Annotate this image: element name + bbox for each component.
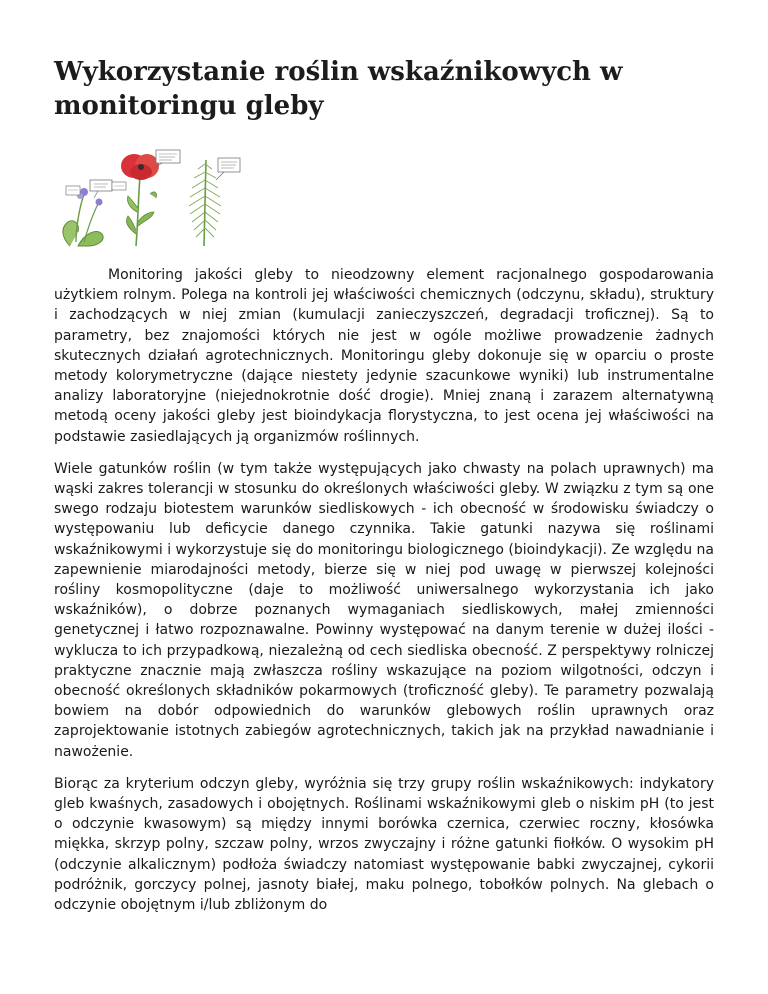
document-title: Wykorzystanie roślin wskaźnikowych w monitoringu gleby xyxy=(54,57,623,121)
horsetail-plant-icon xyxy=(189,158,240,246)
paragraph: Biorąc za kryterium odczyn gleby, wyróżnia się trzy grupy roślin wskaźnikowych: indykatory gleb kwaśnych, zasadowych i obojętnych. Roślinami wskaźnikowymi gleb o niskim pH (to jest o odczynie kwasowym) są między innymi borówka czernica, czerwiec roczny, kłosówka miękka, skrzyp polny, szczaw polny, wrzos zwyczajny i różne gatunki fiołków. O wysokim pH (odczynie alkalicznym) podłoża świadczy natomiast występowanie babki zwyczajnej, cykorii podróżnik, gorczycy polnej, jasnoty białej, maku polnego, tobołków polnych. Na glebach o odczynie obojętnym i/lub zbliżonym do xyxy=(54,775,714,914)
document-page xyxy=(54,0,714,915)
paragraph: Wiele gatunków roślin (w tym także występujących jako chwasty na polach uprawnych) ma wąski zakres tolerancji w stosunku do określonych właściwości gleby. W związku z tym są one swego rodzaju biotestem warunków siedliskowych - ich obecność w środowisku świadczy o występowaniu lub deficycie danego czynnika. Takie gatunki nazywa się roślinami wskaźnikowymi i wykorzystuje się do monitoringu biologicznego (bioindykacji). Ze względu na zapewnienie miarodajności metody, bierze się w niej pod uwagę w pierwszej kolejności rośliny kosmopolityczne (daje to możliwość uniwersalnego wykorzystania ich jako wskaźników), o dobrze poznanych wymaganiach siedliskowych, małej zmienności genetycznej i łatwo rozpoznawalne. Powinny występować na danym terenie w dużej ilości - wyklucza to ich przypadkową, niezależną od cech siedliska obecność. Z perspektywy rolniczej praktyczne znacznie mają zwłaszcza rośliny wskazujące na poziom wilgotności, odczyn i obecność określonych składników pokarmowych (troficzność gleby). Te parametry pozwalają bowiem na dobór odpowiednich do warunków glebowych roślin uprawnych oraz zaprojektowanie istotnych zabiegów agrotechnicznych, takich jak na przykład nawadnianie i nawożenie. xyxy=(54,460,714,760)
indicator-plants-illustration xyxy=(54,142,246,250)
poppy-plant-icon xyxy=(112,150,180,246)
paragraph: Monitoring jakości gleby to nieodzowny element racjonalnego gospodarowania użytkiem rolnym. Polega na kontroli jej właściwości chemicznych (odczynu, składu), struktury i zachodzących w niej zmian (kumulacji zanieczyszczeń, degradacji troficznej). Są to parametry, bez znajomości których nie jest w ogóle możliwe prowadzenie żadnych skutecznych działań agrotechnicznych. Monitoringu gleby dokonuje się w oparciu o proste metody kolorymetryczne (dające niestety jedynie szacunkowe wyniki) lub instrumentalne analizy laboratoryjne (niejednokrotnie dość drogie). Mniej znaną i zarazem alternatywną metodą oceny jakości gleby jest bioindykacja florystyczna, to jest ocena jej właściwości na podstawie zasiedlających ją organizmów roślinnych. xyxy=(54,267,714,445)
violet-plant-icon xyxy=(63,180,112,246)
